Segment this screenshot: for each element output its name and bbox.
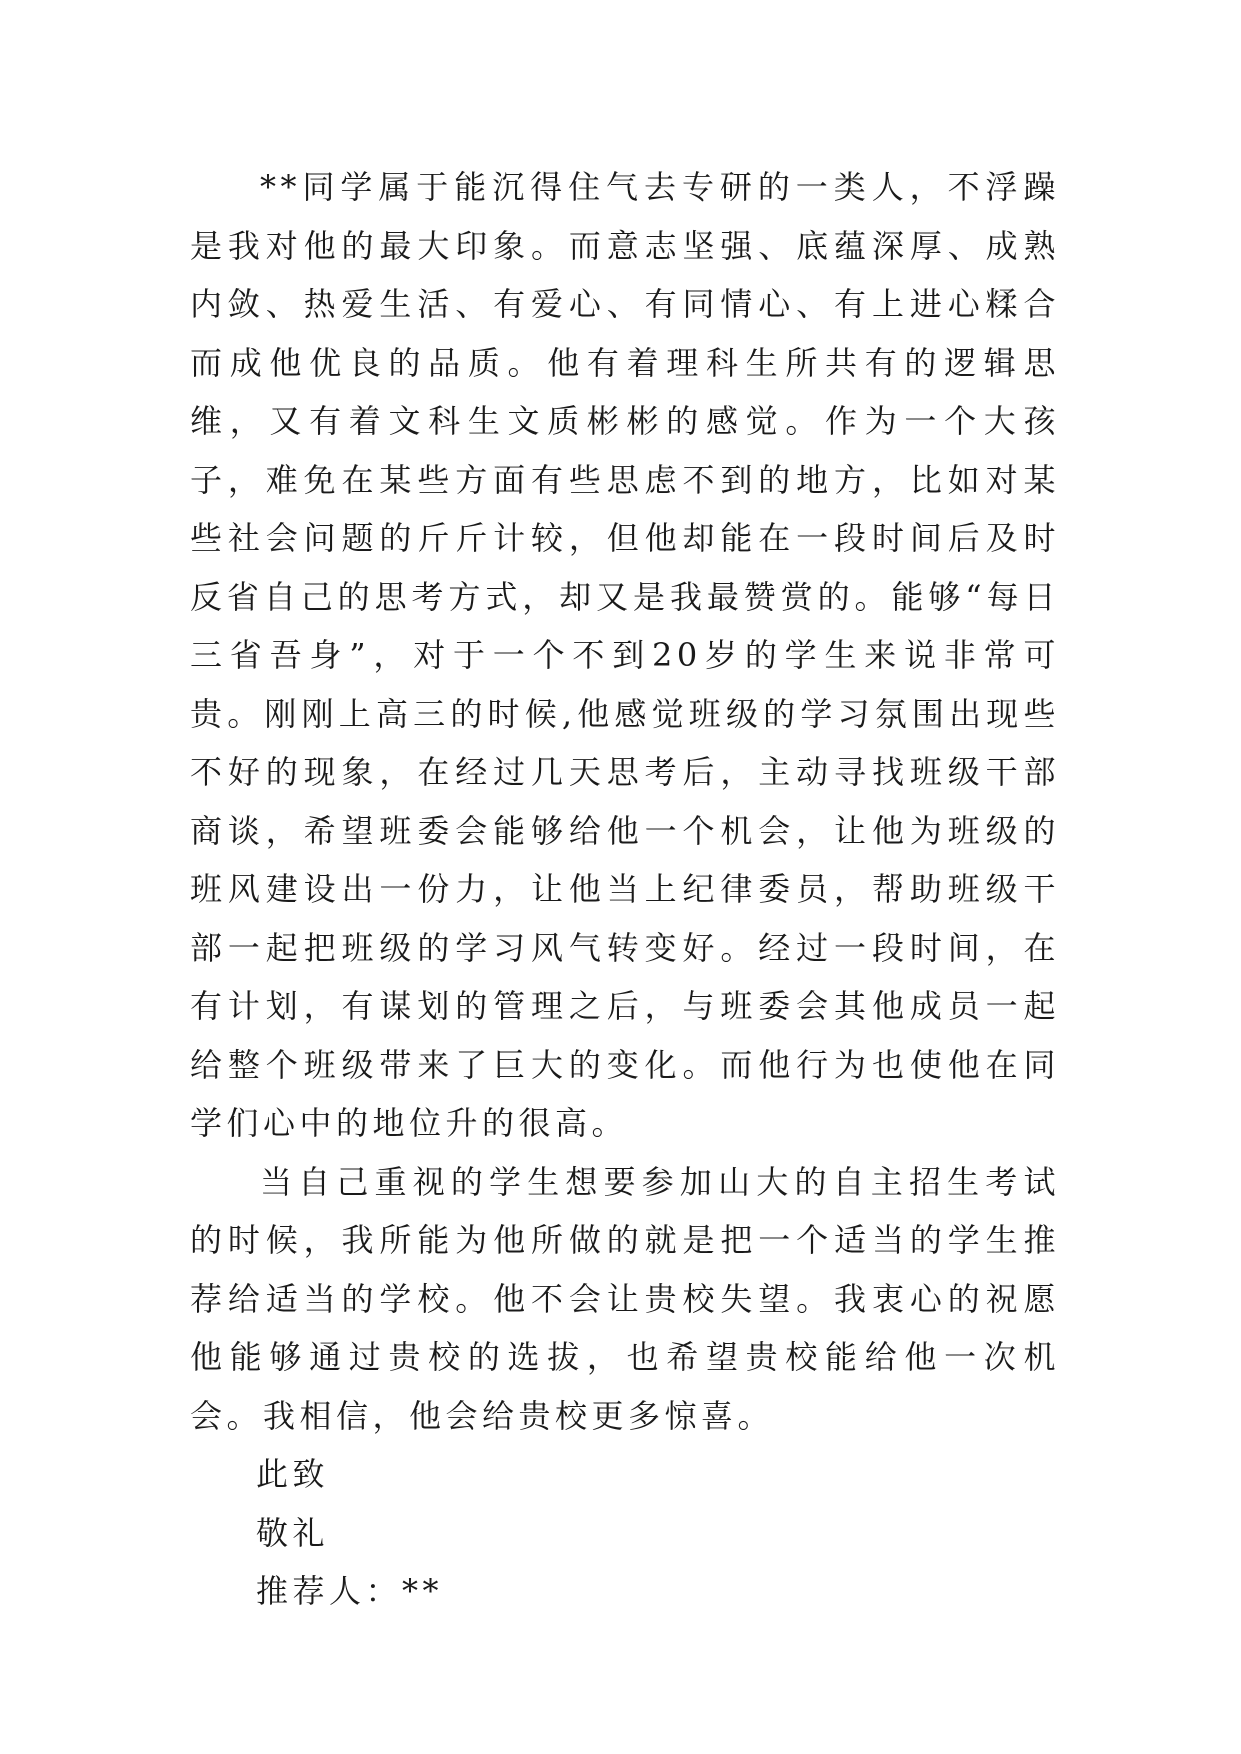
- closing-salutation: 此致: [256, 1455, 330, 1493]
- paragraph-student-description: **同学属于能沉得住气去专研的一类人，不浮躁是我对他的最大印象。而意志坚强、底蕴深厚、成熟内敛、热爱生活、有爱心、有同情心、有上进心糅合而成他优良的品质。他有着理科生所共有的逻辑思维，又有着文科生文质彬彬的感觉。作为一个大孩子，难免在某些方面有些思虑不到的地方，比如对某些社会问题的斤斤计较，但他却能在一段时间后及时反省自己的思考方式，却又是我最赞赏的。能够“每日三省吾身”，对于一个不到20岁的学生来说非常可贵。刚刚上高三的时候,他感觉班级的学习氛围出现些不好的现象，在经过几天思考后，主动寻找班级干部商谈，希望班委会能够给他一个机会，让他为班级的班风建设出一份力，让他当上纪律委员，帮助班级干部一起把班级的学习风气转变好。经过一段时间，在有计划，有谋划的管理之后，与班委会其他成员一起给整个班级带来了巨大的变化。而他行为也使他在同学们心中的地位升的很高。: [190, 168, 1060, 1142]
- closing-regards: 敬礼: [256, 1513, 330, 1552]
- paragraph-recommendation: 当自己重视的学生想要参加山大的自主招生考试的时候，我所能为他所做的就是把一个适当的学生推荐给适当的学校。他不会让贵校失望。我衷心的祝愿他能够通过贵校的选拔，也希望贵校能给他一次机会。我相信，他会给贵校更多惊喜。: [190, 1162, 1060, 1435]
- letter-body: [190, 158, 1060, 1621]
- signature-line: 推荐人：**: [256, 1572, 444, 1610]
